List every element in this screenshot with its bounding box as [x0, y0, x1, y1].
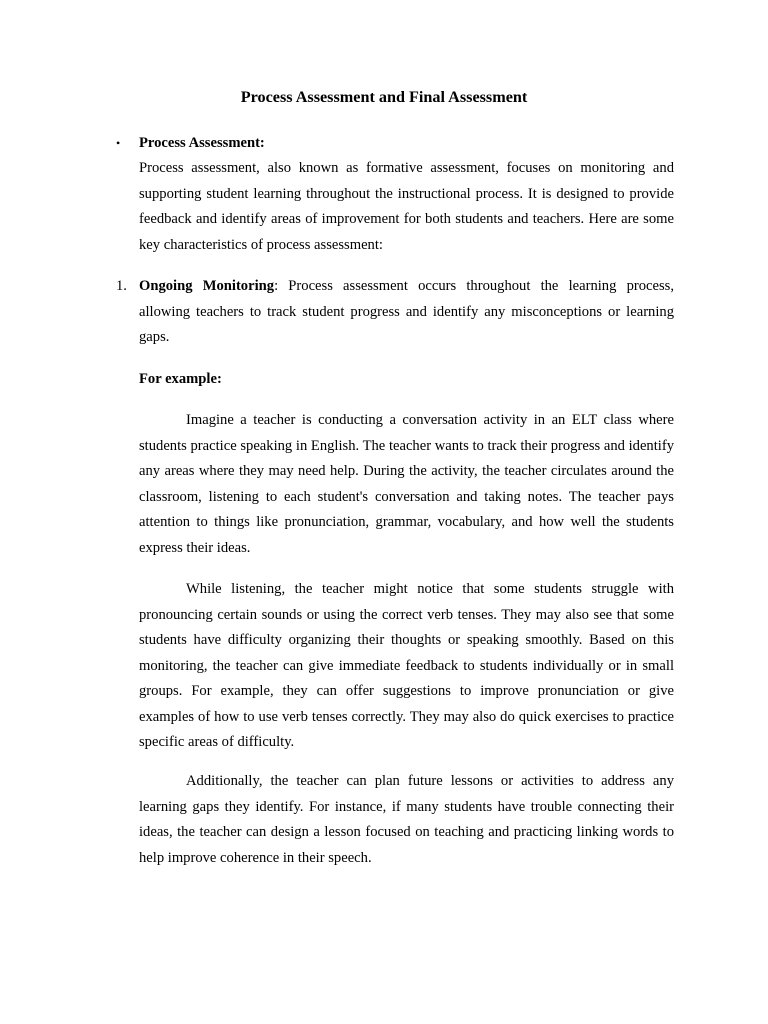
list-item-text: : Process assessment occurs throughout the learning process, allowing teachers to track student progress and identify any misconceptions or learning gaps.	[139, 278, 674, 345]
body-paragraph: Additionally, the teacher can plan future lessons or activities to address any learning gaps they identify. For instance, if many students have trouble connecting their ideas, the teacher can design a lesson focused on teaching and practicing linking words to help improve coherence in their speech.	[139, 773, 674, 866]
body-paragraph: While listening, the teacher might notice that some students struggle with pronouncing certain sounds or using the correct verb tenses. They may also see that some students have difficulty organizing their thoughts or speaking smoothly. Based on this monitoring, the teacher can give immediate feedback to students individually or in small groups. For example, they can offer suggestions to improve pronunciation or give examples of how to use verb tenses correctly. They may also do quick exercises to practice specific areas of difficulty.	[139, 581, 674, 750]
body-paragraph: Imagine a teacher is conducting a conversation activity in an ELT class where students practice speaking in English. The teacher wants to track their progress and identify any areas where they may need help. During the activity, the teacher circulates around the classroom, listening to each student's conversation and taking notes. The teacher pays attention to things like pronunciation, grammar, vocabulary, and how well the students express their ideas.	[139, 412, 674, 556]
list-item-term: Ongoing Monitoring	[139, 278, 275, 294]
section-heading: Process Assessment:	[139, 135, 265, 151]
page-title: Process Assessment and Final Assessment	[240, 88, 528, 106]
bullet-marker: •	[116, 136, 121, 150]
example-heading: For example:	[139, 371, 222, 387]
list-item-number: 1.	[116, 278, 127, 294]
section-intro-paragraph: Process assessment, also known as formative assessment, focuses on monitoring and supporting student learning throughout the instructional process. It is designed to provide feedback and identify areas of improvement for both students and teachers. Here are some key characteristics of process assessment:	[139, 160, 674, 253]
list-item	[139, 274, 674, 351]
